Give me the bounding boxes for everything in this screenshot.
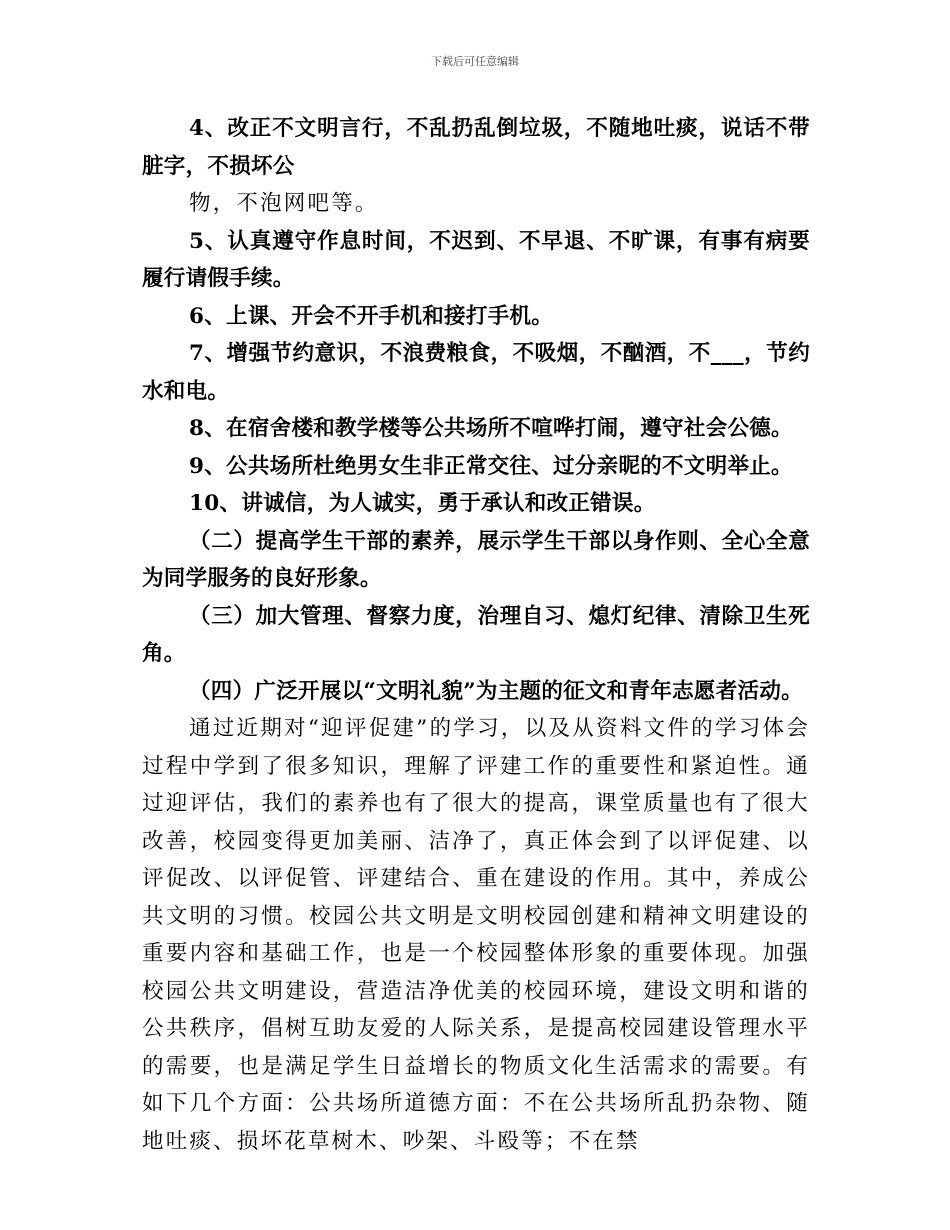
paragraph-item-8: 8、在宿舍楼和教学楼等公共场所不喧哗打闹，遵守社会公德。	[189, 416, 793, 441]
paragraph-section-4: （四）广泛开展以“文明礼貌”为主题的征文和青年志愿者活动。	[189, 678, 803, 704]
paragraph-item-7: 7、增强节约意识，不浪费粮食，不吸烟，不酗酒，不___，节约水和电。	[142, 341, 810, 404]
paragraph-body-text: 通过近期对“迎评促建”的学习，以及从资料文件的学习体会过程中学到了很多知识，理解了评建工作的重要性和紧迫性。通过迎评估，我们的素养也有了很大的提高，课堂质量也有了很大改善，校园变得更加美丽、洁净了，真正体会到了以评促建、以评促改、以评促管、评建结合、重在建设的作用。其中，养成公共文明的习惯。校园公共文明是文明校园创建和精神文明建设的重要内容和基础工作，也是一个校园整体形象的重要体现。加强校园公共文明建设，营造洁净优美的校园环境，建设文明和谐的公共秩序，倡树互助友爱的人际关系，是提高校园建设管理水平的需要，也是满足学生日益增长的物质文化生活需求的需要。有如下几个方面：公共场所道德方面：不在公共场所乱扔杂物、随地吐痰、损坏花草树木、吵架、斗殴等；不在禁	[142, 716, 810, 1154]
paragraph-item-4-continuation: 物，不泡网吧等。	[189, 191, 379, 216]
paragraph-item-9: 9、公共场所杜绝男女生非正常交往、过分亲昵的不文明举止。	[189, 453, 793, 479]
document-body	[142, 110, 810, 1160]
paragraph-section-3: （三）加大管理、督察力度，治理自习、熄灯纪律、清除卫生死角。	[142, 603, 810, 666]
paragraph-item-6: 6、上课、开会不开手机和接打手机。	[189, 303, 554, 329]
page-header: 下载后可任意编辑	[431, 55, 519, 68]
paragraph-item-4: 4、改正不文明言行，不乱扔乱倒垃圾，不随地吐痰，说话不带脏字，不损坏公	[142, 116, 810, 179]
paragraph-item-5: 5、认真遵守作息时间，不迟到、不早退、不旷课，有事有病要履行请假手续。	[142, 228, 810, 291]
paragraph-section-2: （二）提高学生干部的素养，展示学生干部以身作则、全心全意为同学服务的良好形象。	[142, 528, 810, 591]
paragraph-item-10: 10、讲诚信，为人诚实，勇于承认和改正错误。	[189, 491, 656, 516]
